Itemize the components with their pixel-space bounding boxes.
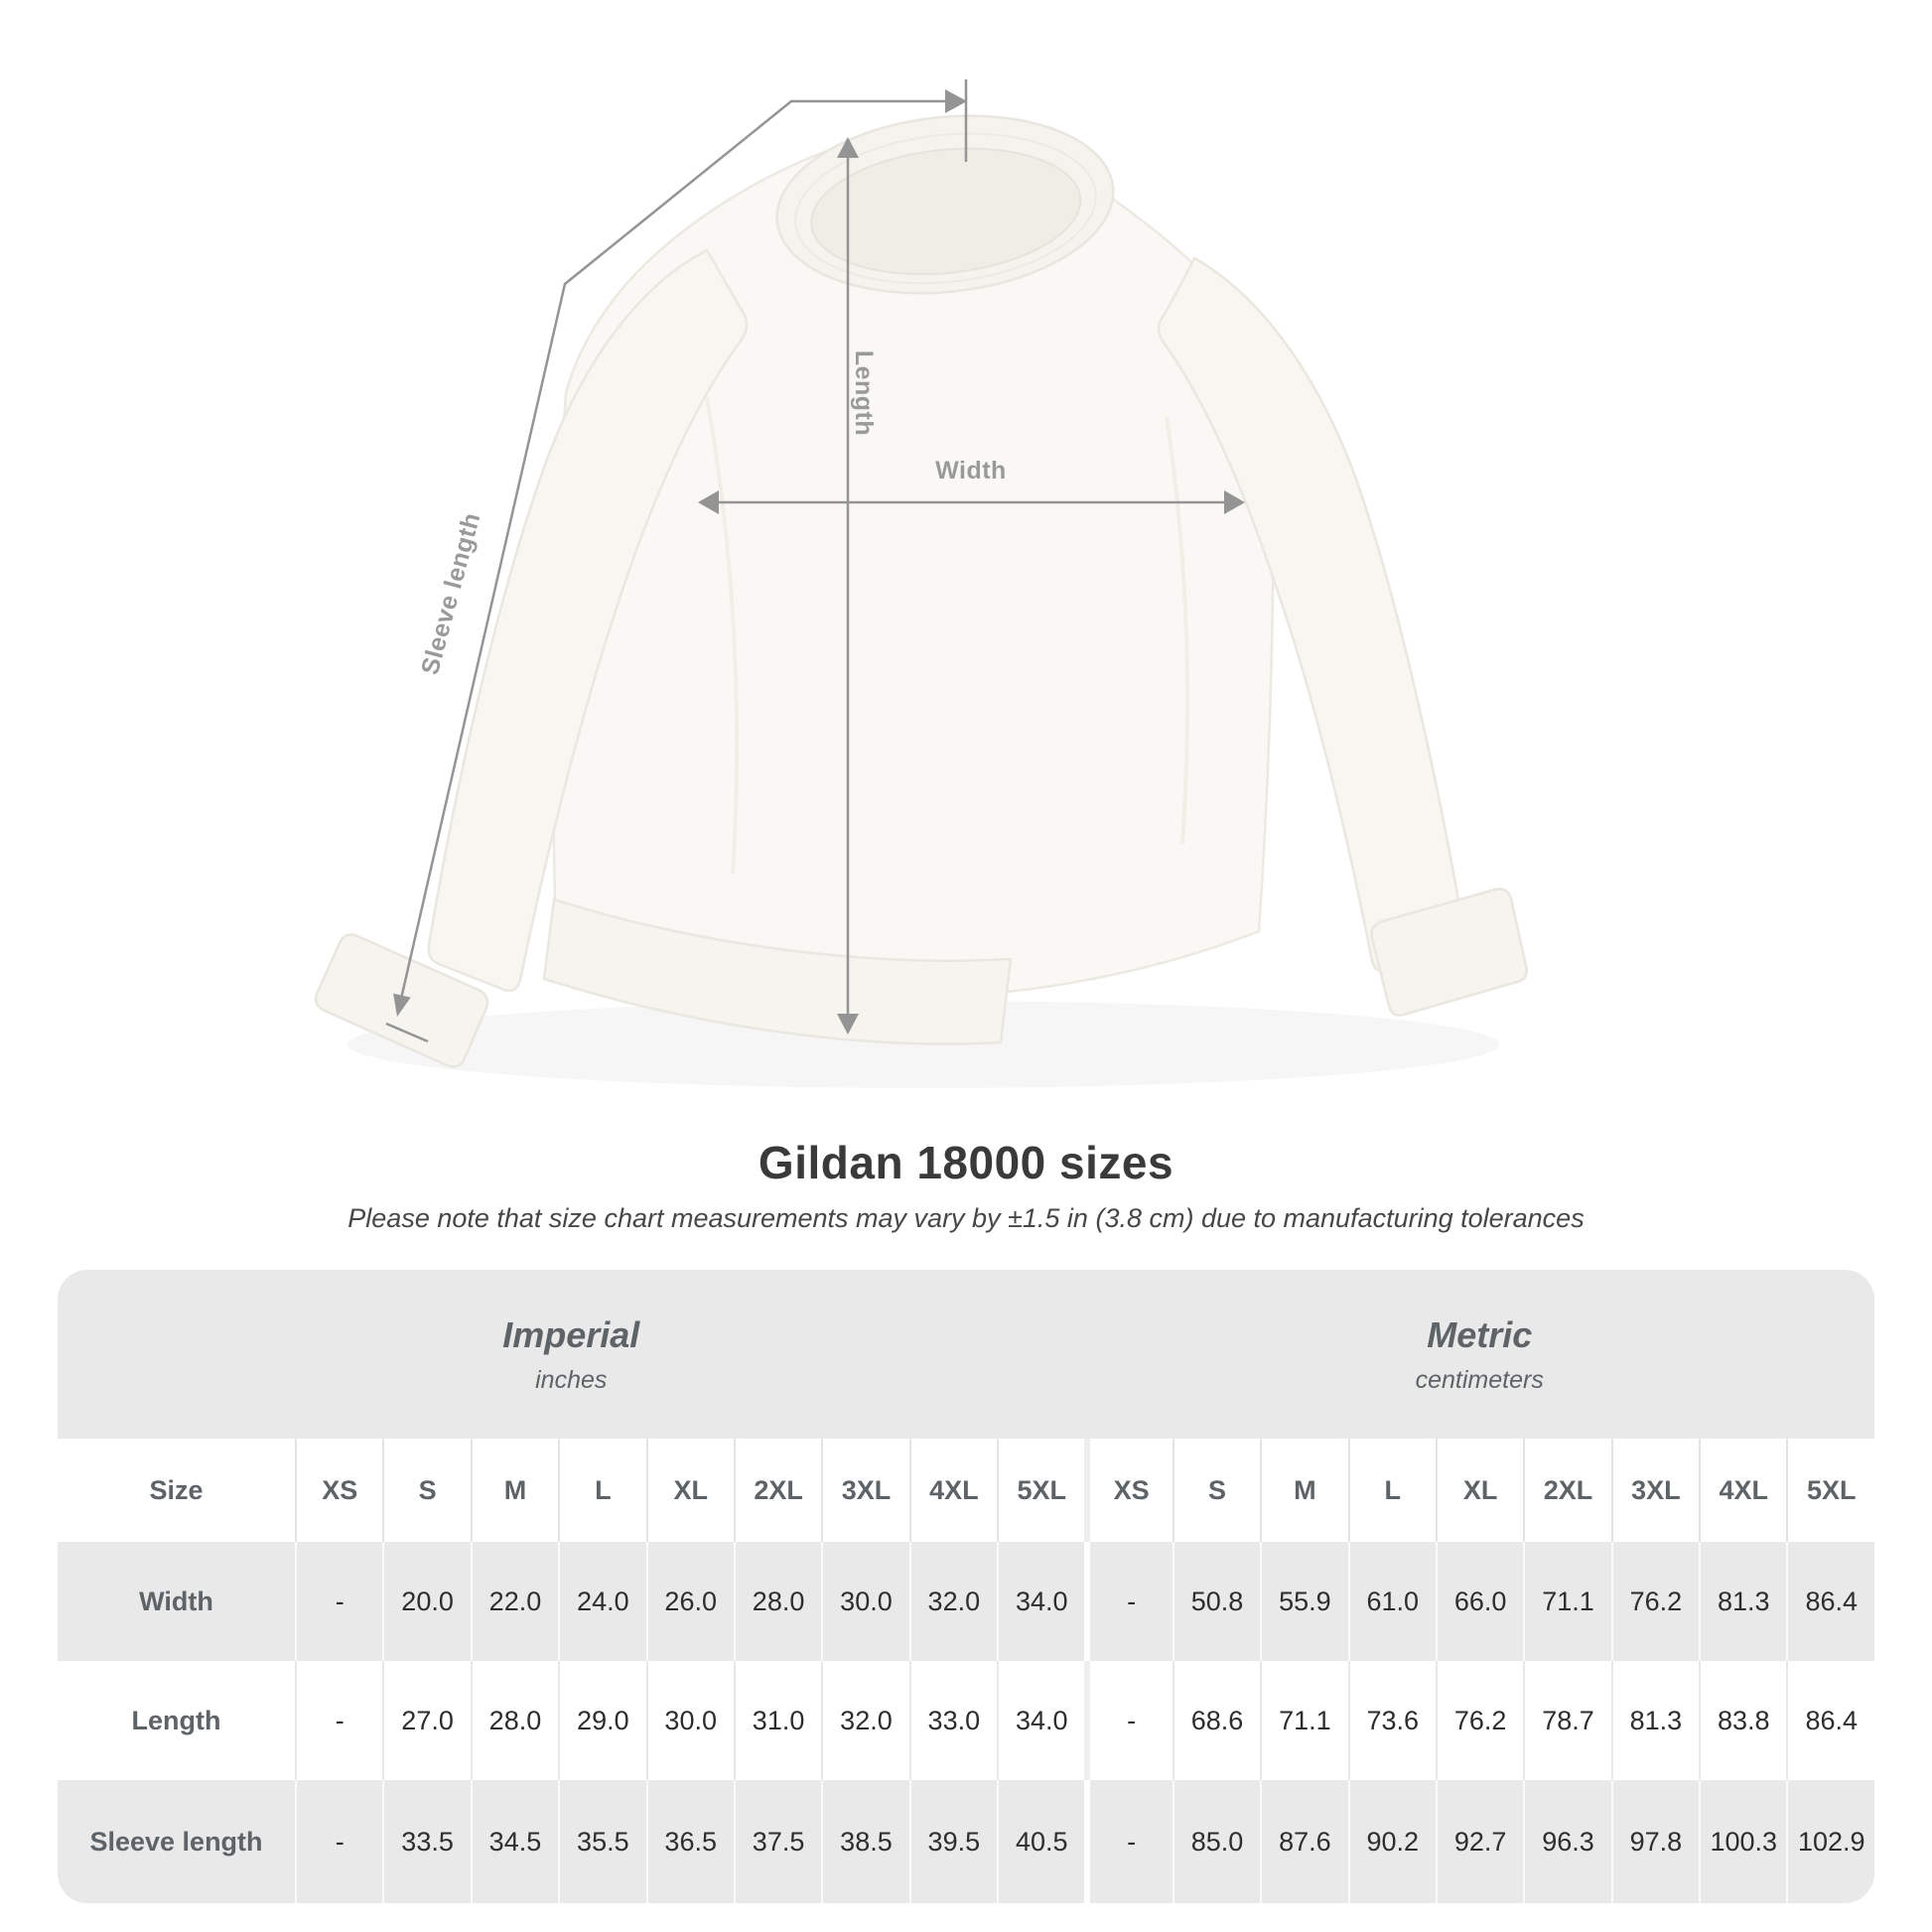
size-column-header: Size	[58, 1439, 295, 1542]
value-cell: 78.7	[1523, 1661, 1610, 1780]
width-label: Width	[935, 457, 1007, 484]
sleeve-arrow-right-icon	[945, 89, 967, 113]
value-cell: 85.0	[1173, 1780, 1260, 1903]
value-cell: 31.0	[734, 1661, 821, 1780]
value-cell: 27.0	[382, 1661, 470, 1780]
value-cell: 50.8	[1173, 1542, 1260, 1661]
value-cell: 32.0	[909, 1542, 997, 1661]
value-cell: 66.0	[1436, 1542, 1523, 1661]
size-col-imperial-m: M	[471, 1439, 558, 1542]
value-cell: 102.9	[1786, 1780, 1874, 1903]
size-col-metric-4xl: 4XL	[1699, 1439, 1786, 1542]
value-cell: -	[295, 1780, 382, 1903]
unit-groups-row	[58, 1270, 1874, 1439]
value-cell: -	[295, 1661, 382, 1780]
size-header-row	[58, 1439, 1874, 1542]
size-col-imperial-4xl: 4XL	[909, 1439, 997, 1542]
size-col-imperial-5xl: 5XL	[997, 1439, 1084, 1542]
length-label: Length	[850, 349, 878, 437]
tolerance-note: Please note that size chart measurements may vary by ±1.5 in (3.8 cm) due to manufacturing tolerances	[347, 1203, 1585, 1233]
value-cell: 28.0	[471, 1661, 558, 1780]
value-cell: 26.0	[646, 1542, 734, 1661]
size-col-metric-xl: XL	[1436, 1439, 1523, 1542]
value-cell: 39.5	[909, 1780, 997, 1903]
size-col-metric-xs: XS	[1084, 1439, 1172, 1542]
size-col-imperial-s: S	[382, 1439, 470, 1542]
value-cell: 38.5	[821, 1780, 908, 1903]
row-label-sleeve-length: Sleeve length	[58, 1780, 295, 1903]
size-col-imperial-3xl: 3XL	[821, 1439, 908, 1542]
size-col-metric-3xl: 3XL	[1611, 1439, 1699, 1542]
size-col-imperial-l: L	[558, 1439, 645, 1542]
value-cell: 76.2	[1611, 1542, 1699, 1661]
sleeve-length-label: Sleeve length	[416, 509, 486, 678]
value-cell: 30.0	[821, 1542, 908, 1661]
value-cell: 90.2	[1348, 1780, 1436, 1903]
value-cell: 22.0	[471, 1542, 558, 1661]
value-cell: 81.3	[1699, 1542, 1786, 1661]
value-cell: -	[295, 1542, 382, 1661]
value-cell: 34.5	[471, 1780, 558, 1903]
size-col-metric-s: S	[1173, 1439, 1260, 1542]
value-cell: 35.5	[558, 1780, 645, 1903]
value-cell: 96.3	[1523, 1780, 1610, 1903]
value-cell: 92.7	[1436, 1780, 1523, 1903]
metric-group-name: Metric	[1427, 1313, 1533, 1355]
value-cell: -	[1084, 1542, 1172, 1661]
value-cell: 33.5	[382, 1780, 470, 1903]
length-row	[58, 1661, 1874, 1780]
size-col-metric-l: L	[1348, 1439, 1436, 1542]
value-cell: 30.0	[646, 1661, 734, 1780]
size-col-imperial-xs: XS	[295, 1439, 382, 1542]
value-cell: 34.0	[997, 1542, 1084, 1661]
size-col-imperial-xl: XL	[646, 1439, 734, 1542]
imperial-group-unit: inches	[535, 1365, 608, 1394]
value-cell: 100.3	[1699, 1780, 1786, 1903]
value-cell: 76.2	[1436, 1661, 1523, 1780]
value-cell: 71.1	[1523, 1542, 1610, 1661]
value-cell: 24.0	[558, 1542, 645, 1661]
value-cell: 36.5	[646, 1780, 734, 1903]
size-chart-table	[58, 1270, 1874, 1903]
value-cell: 61.0	[1348, 1542, 1436, 1661]
value-cell: 97.8	[1611, 1780, 1699, 1903]
value-cell: 29.0	[558, 1661, 645, 1780]
value-cell: 68.6	[1173, 1661, 1260, 1780]
value-cell: 83.8	[1699, 1661, 1786, 1780]
value-cell: 40.5	[997, 1780, 1084, 1903]
size-col-metric-2xl: 2XL	[1523, 1439, 1610, 1542]
value-cell: 86.4	[1786, 1661, 1874, 1780]
value-cell: 20.0	[382, 1542, 470, 1661]
row-label-width: Width	[58, 1542, 295, 1661]
imperial-group-header	[58, 1270, 1084, 1439]
size-col-metric-m: M	[1260, 1439, 1347, 1542]
value-cell: 71.1	[1260, 1661, 1347, 1780]
size-col-imperial-2xl: 2XL	[734, 1439, 821, 1542]
metric-group-header	[1084, 1270, 1874, 1439]
value-cell: 33.0	[909, 1661, 997, 1780]
metric-group-unit: centimeters	[1415, 1365, 1544, 1394]
size-col-metric-5xl: 5XL	[1786, 1439, 1874, 1542]
imperial-group-name: Imperial	[502, 1313, 640, 1355]
value-cell: 73.6	[1348, 1661, 1436, 1780]
value-cell: 37.5	[734, 1780, 821, 1903]
caption	[0, 1112, 1932, 1234]
value-cell: 55.9	[1260, 1542, 1347, 1661]
value-cell: 32.0	[821, 1661, 908, 1780]
value-cell: 81.3	[1611, 1661, 1699, 1780]
value-cell: -	[1084, 1661, 1172, 1780]
value-cell: 34.0	[997, 1661, 1084, 1780]
width-row	[58, 1542, 1874, 1661]
value-cell: -	[1084, 1780, 1172, 1903]
value-cell: 87.6	[1260, 1780, 1347, 1903]
sleeve-length-row	[58, 1780, 1874, 1903]
row-label-length: Length	[58, 1661, 295, 1780]
value-cell: 86.4	[1786, 1542, 1874, 1661]
page-title: Gildan 18000 sizes	[758, 1137, 1174, 1188]
value-cell: 28.0	[734, 1542, 821, 1661]
